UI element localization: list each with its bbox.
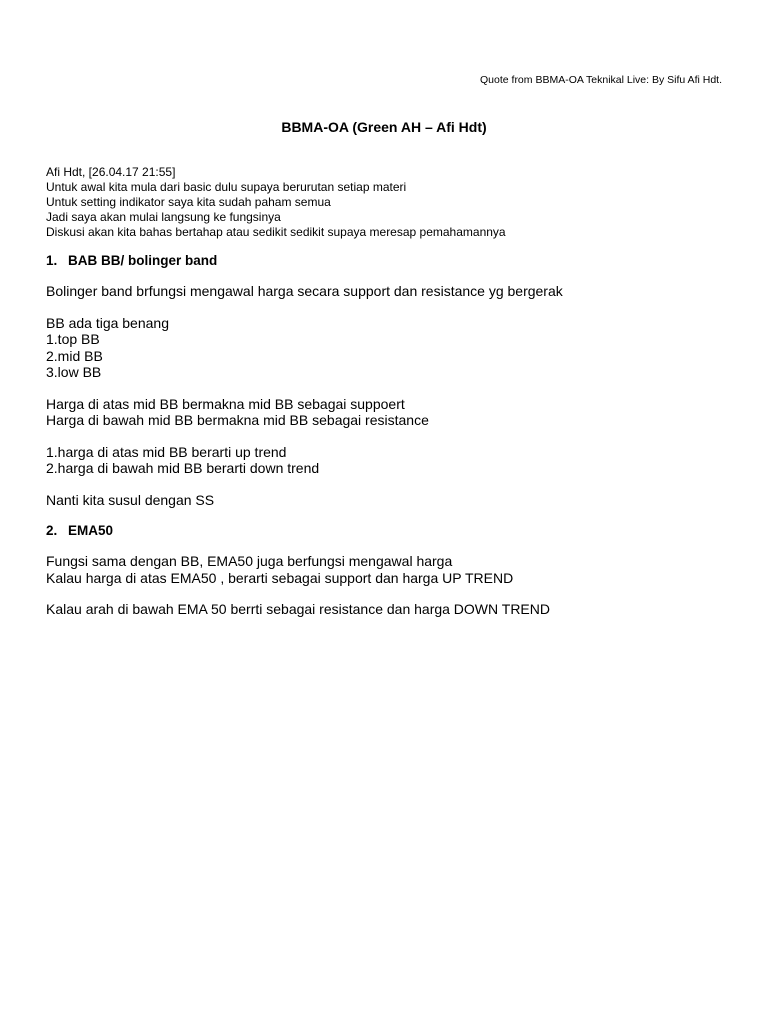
text-line: Nanti kita susul dengan SS xyxy=(46,491,215,508)
intro-line: Untuk awal kita mula dari basic dulu supaya berurutan setiap materi xyxy=(46,180,407,194)
text-line: 2.mid BB xyxy=(46,347,103,364)
section-number: 1. xyxy=(46,253,58,268)
intro-line: Untuk setting indikator saya kita sudah paham semua xyxy=(46,195,331,209)
paragraph xyxy=(46,315,726,381)
document-title: BBMA-OA (Green AH – Afi Hdt) xyxy=(281,119,487,135)
intro-block xyxy=(46,165,726,240)
paragraph xyxy=(46,601,726,618)
document-body xyxy=(46,165,726,618)
section-heading-2 xyxy=(46,522,726,539)
text-line: 3.low BB xyxy=(46,364,102,380)
paragraph xyxy=(46,553,726,586)
section-title: EMA50 xyxy=(68,523,114,538)
text-line: Kalau harga di atas EMA50 , berarti sebagai support dan harga UP TREND xyxy=(46,569,514,586)
text-line: 2.harga di bawah mid BB berarti down trend xyxy=(46,460,320,476)
section-heading-1 xyxy=(46,252,726,269)
text-line: 1.harga di atas mid BB berarti up trend xyxy=(46,443,287,460)
paragraph xyxy=(46,283,726,300)
paragraph xyxy=(46,492,726,509)
intro-line: Jadi saya akan mulai langsung ke fungsinya xyxy=(46,210,281,224)
text-line: Harga di atas mid BB bermakna mid BB sebagai suppoert xyxy=(46,395,405,412)
text-line: Harga di bawah mid BB bermakna mid BB sebagai resistance xyxy=(46,412,429,428)
section-title: BAB BB/ bolinger band xyxy=(68,253,218,268)
text-line: Bolinger band brfungsi mengawal harga secara support dan resistance yg bergerak xyxy=(46,283,563,299)
section-number: 2. xyxy=(46,523,58,538)
paragraph xyxy=(46,444,726,477)
text-line: BB ada tiga benang xyxy=(46,314,169,331)
intro-line: Diskusi akan kita bahas bertahap atau sedikit sedikit supaya meresap pemahamannya xyxy=(46,225,506,239)
intro-line: Afi Hdt, [26.04.17 21:55] xyxy=(46,165,176,179)
paragraph xyxy=(46,396,726,429)
header-quote: Quote from BBMA-OA Teknikal Live: By Sifu Afi Hdt. xyxy=(480,74,722,86)
text-line: Kalau arah di bawah EMA 50 berrti sebagai resistance dan harga DOWN TREND xyxy=(46,601,550,617)
text-line: 1.top BB xyxy=(46,331,100,347)
text-line: Fungsi sama dengan BB, EMA50 juga berfungsi mengawal harga xyxy=(46,553,453,569)
